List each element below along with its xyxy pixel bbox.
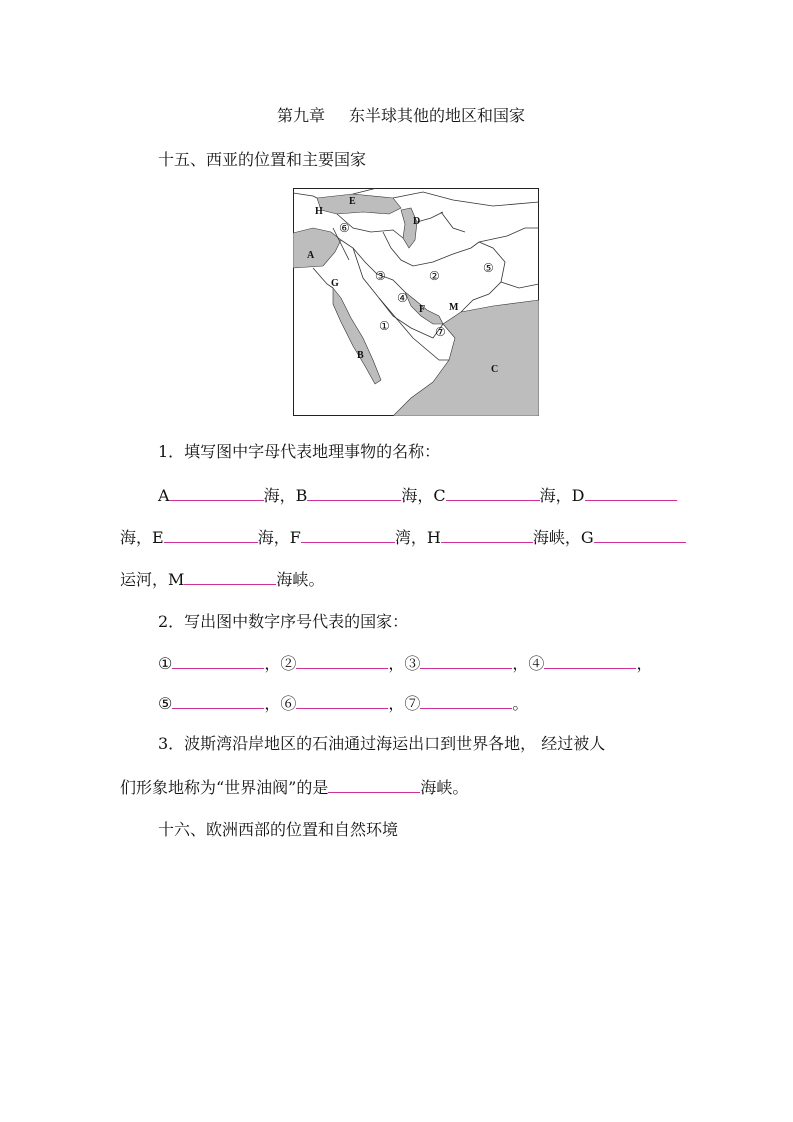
chapter-number: 第九章 [277, 106, 326, 125]
map-label-E: E [349, 196, 356, 207]
blank-country-1[interactable] [172, 652, 264, 669]
map-country-1: ① [379, 319, 390, 333]
map-label-D: D [413, 216, 421, 227]
blank-oil-strait[interactable] [328, 776, 420, 793]
map-label-C: C [491, 364, 499, 375]
blank-A[interactable] [170, 484, 264, 501]
west-asia-map [293, 188, 539, 416]
blank-country-4[interactable] [544, 652, 636, 669]
q1-row1: A 海，B 海，C 海，D [158, 484, 677, 506]
q2-row1: ① ，② ，③ ，④ ， [158, 654, 653, 673]
blank-B[interactable] [307, 484, 401, 501]
q3-line1: 3．波斯湾沿岸地区的石油通过海运出口到世界各地， 经过被人 [158, 734, 606, 753]
blank-country-2[interactable] [296, 652, 388, 669]
blank-country-5[interactable] [172, 692, 264, 709]
blank-country-7[interactable] [420, 692, 512, 709]
chapter-title: 东半球其他的地区和国家 [349, 106, 526, 125]
q1-row2: 海，E 海，F 湾，H 海峡，G [120, 526, 686, 548]
blank-country-3[interactable] [420, 652, 512, 669]
map-country-3: ③ [375, 269, 386, 283]
map-country-6: ⑥ [339, 221, 350, 235]
map-label-M: M [449, 302, 459, 313]
blank-M[interactable] [184, 568, 276, 585]
map-label-F: F [419, 304, 426, 315]
map-label-H: H [315, 206, 323, 217]
q1-prompt: 1．填写图中字母代表地理事物的名称： [158, 442, 441, 461]
q2-row2: ⑤ ，⑥ ，⑦ 。 [158, 694, 529, 713]
chapter-heading [277, 106, 525, 126]
section-title-west-asia: 十五、西亚的位置和主要国家 [158, 150, 367, 169]
blank-D[interactable] [585, 484, 677, 501]
map-label-G: G [331, 278, 339, 289]
map-country-4: ④ [397, 291, 408, 305]
q3-line2: 们形象地称为“世界油阀”的是 海峡。 [120, 778, 469, 797]
blank-G[interactable] [594, 526, 686, 543]
map-label-A: A [307, 250, 315, 261]
map-country-2: ② [429, 269, 440, 283]
blank-country-6[interactable] [296, 692, 388, 709]
blank-H[interactable] [441, 526, 533, 543]
q2-prompt: 2．写出图中数字序号代表的国家： [158, 612, 409, 631]
map-label-B: B [357, 350, 364, 361]
section-title-western-europe: 十六、欧洲西部的位置和自然环境 [158, 820, 399, 839]
blank-C[interactable] [446, 484, 540, 501]
blank-F[interactable] [301, 526, 395, 543]
blank-E[interactable] [164, 526, 258, 543]
map-country-7: ⑦ [435, 325, 446, 339]
q1-row3: 运河，M 海峡。 [120, 570, 325, 589]
map-country-5: ⑤ [483, 261, 494, 275]
